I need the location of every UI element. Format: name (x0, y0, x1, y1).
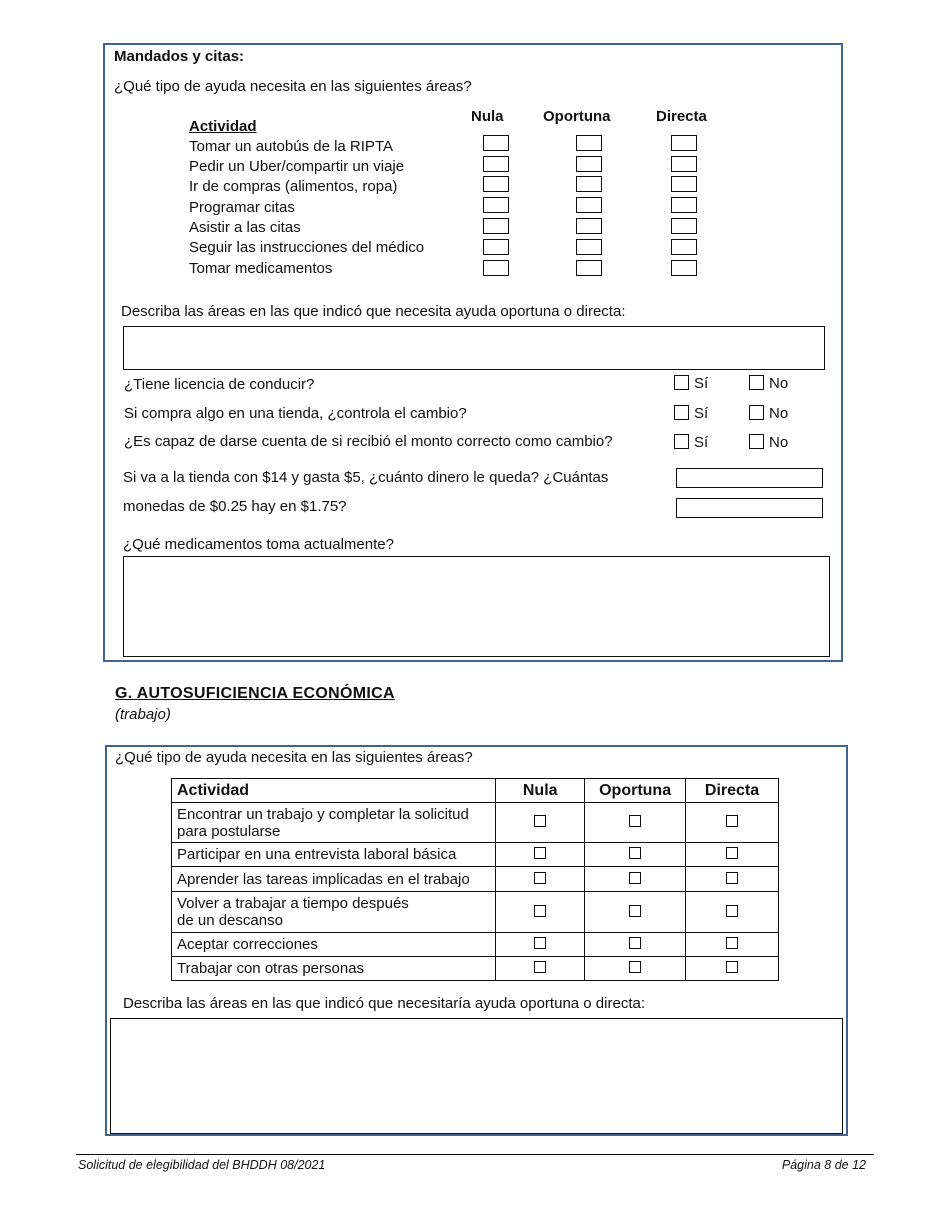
work-activity-line1: Trabajar con otras personas (177, 960, 365, 977)
no-checkbox[interactable] (749, 405, 764, 420)
errand-occasional-checkbox[interactable] (576, 218, 602, 234)
errand-activity-label: Tomar medicamentos (189, 260, 333, 277)
work-none-checkbox[interactable] (534, 937, 546, 949)
errand-occasional-checkbox[interactable] (576, 176, 602, 192)
work-none-checkbox[interactable] (534, 847, 546, 859)
errand-none-checkbox[interactable] (483, 156, 509, 172)
work-occasional-checkbox[interactable] (629, 961, 641, 973)
section-g-title: G. AUTOSUFICIENCIA ECONÓMICA (115, 685, 395, 702)
errand-activity-label: Ir de compras (alimentos, ropa) (189, 178, 398, 195)
work-none-checkbox[interactable] (534, 815, 546, 827)
errand-activity-label: Tomar un autobús de la RIPTA (189, 138, 393, 155)
work-occasional-cell (585, 867, 686, 892)
errands-col-none: Nula (471, 108, 504, 125)
errand-direct-checkbox[interactable] (671, 260, 697, 276)
errand-direct-checkbox[interactable] (671, 197, 697, 213)
work-direct-checkbox[interactable] (726, 937, 738, 949)
footer-right: Página 8 de 12 (781, 1158, 866, 1172)
yes-option[interactable] (674, 375, 708, 392)
work-occasional-cell (585, 803, 686, 843)
section-g-question: ¿Qué tipo de ayuda necesita en las siguientes áreas? (115, 749, 473, 766)
money-question-line2: monedas de $0.25 hay en $1.75? (123, 498, 347, 515)
work-activity-table (171, 778, 779, 981)
work-none-checkbox[interactable] (534, 872, 546, 884)
work-activity-line1: Aprender las tareas implicadas en el trabajo (177, 870, 470, 888)
work-direct-checkbox[interactable] (726, 905, 738, 917)
work-direct-cell (686, 957, 779, 981)
work-none-cell (496, 803, 585, 843)
no-checkbox[interactable] (749, 375, 764, 390)
errand-activity-label: Programar citas (189, 199, 295, 216)
work-table-row (172, 867, 779, 892)
work-direct-checkbox[interactable] (726, 815, 738, 827)
work-occasional-checkbox[interactable] (629, 872, 641, 884)
work-direct-checkbox[interactable] (726, 872, 738, 884)
work-direct-cell (686, 867, 779, 892)
work-activity-cell (172, 957, 496, 981)
yes-checkbox[interactable] (674, 405, 689, 420)
errands-question: ¿Qué tipo de ayuda necesita en las siguientes áreas? (114, 78, 472, 95)
no-label: No (769, 434, 789, 451)
work-table-row (172, 843, 779, 867)
work-activity-line1: Participar en una entrevista laboral básica (177, 846, 457, 863)
errand-direct-checkbox[interactable] (671, 156, 697, 172)
work-occasional-checkbox[interactable] (629, 937, 641, 949)
work-col-activity: Actividad (172, 779, 496, 803)
yes-checkbox[interactable] (674, 434, 689, 449)
errand-activity-label: Seguir las instrucciones del médico (189, 239, 425, 256)
work-none-cell (496, 843, 585, 867)
work-activity-line1: Encontrar un trabajo y completar la solicitud (177, 805, 469, 823)
work-direct-cell (686, 933, 779, 957)
footer-left: Solicitud de elegibilidad del BHDDH 08/2021 (78, 1158, 326, 1172)
yes-option[interactable] (674, 405, 708, 422)
errand-none-checkbox[interactable] (483, 260, 509, 276)
medications-question: ¿Qué medicamentos toma actualmente? (123, 536, 394, 553)
no-label: No (769, 405, 789, 422)
errands-describe-field[interactable] (123, 326, 825, 370)
work-none-cell (496, 867, 585, 892)
yes-no-question: Si compra algo en una tienda, ¿controla el cambio? (124, 405, 467, 422)
work-occasional-cell (585, 892, 686, 933)
no-label: No (769, 375, 789, 392)
work-occasional-cell (585, 933, 686, 957)
work-occasional-checkbox[interactable] (629, 847, 641, 859)
yes-label: Sí (694, 405, 709, 422)
errands-col-direct: Directa (656, 108, 707, 125)
errand-none-checkbox[interactable] (483, 239, 509, 255)
errand-none-checkbox[interactable] (483, 218, 509, 234)
work-occasional-checkbox[interactable] (629, 905, 641, 917)
yes-option[interactable] (674, 434, 708, 451)
work-table-row (172, 803, 779, 843)
no-option[interactable] (749, 434, 788, 451)
errand-activity-label: Asistir a las citas (189, 219, 301, 236)
errands-describe-prompt: Describa las áreas en las que indicó que necesita ayuda oportuna o directa: (121, 303, 626, 320)
work-occasional-cell (585, 843, 686, 867)
work-none-cell (496, 957, 585, 981)
work-table-row (172, 892, 779, 933)
work-none-cell (496, 933, 585, 957)
money-question-line1: Si va a la tienda con $14 y gasta $5, ¿cuánto dinero le queda? ¿Cuántas (123, 469, 609, 486)
money-answer-field-2[interactable] (676, 498, 823, 518)
work-activity-cell (172, 892, 496, 933)
work-activity-line2: para postularse (177, 822, 281, 840)
work-col-direct: Directa (686, 779, 779, 803)
work-activity-cell (172, 803, 496, 843)
work-direct-cell (686, 803, 779, 843)
work-activity-line1: Aceptar correcciones (177, 936, 318, 953)
errand-none-checkbox[interactable] (483, 197, 509, 213)
work-direct-cell (686, 892, 779, 933)
medications-field[interactable] (123, 556, 830, 657)
work-direct-cell (686, 843, 779, 867)
no-option[interactable] (749, 375, 788, 392)
errands-col-activity: Actividad (189, 118, 257, 135)
yes-no-question: ¿Es capaz de darse cuenta de si recibió el monto correcto como cambio? (124, 433, 613, 450)
work-table-row (172, 933, 779, 957)
errand-occasional-checkbox[interactable] (576, 239, 602, 255)
work-col-occasional: Oportuna (585, 779, 686, 803)
errand-direct-checkbox[interactable] (671, 239, 697, 255)
work-occasional-checkbox[interactable] (629, 815, 641, 827)
errand-none-checkbox[interactable] (483, 176, 509, 192)
section-g-describe-prompt: Describa las áreas en las que indicó que necesitaría ayuda oportuna o directa: (123, 995, 645, 1012)
section-g-subtitle: (trabajo) (115, 706, 171, 723)
errands-heading: Mandados y citas: (114, 48, 245, 65)
work-occasional-cell (585, 957, 686, 981)
work-activity-cell (172, 843, 496, 867)
no-option[interactable] (749, 405, 788, 422)
money-answer-field-1[interactable] (676, 468, 823, 488)
work-none-checkbox[interactable] (534, 961, 546, 973)
work-table-row (172, 957, 779, 981)
errand-activity-label: Pedir un Uber/compartir un viaje (189, 158, 405, 175)
yes-no-question: ¿Tiene licencia de conducir? (124, 376, 315, 393)
work-direct-checkbox[interactable] (726, 961, 738, 973)
errand-occasional-checkbox[interactable] (576, 197, 602, 213)
errands-col-occasional: Oportuna (543, 108, 611, 125)
work-col-none: Nula (496, 779, 585, 803)
footer-rule (76, 1154, 874, 1155)
errand-direct-checkbox[interactable] (671, 176, 697, 192)
work-activity-line1: Volver a trabajar a tiempo después (177, 895, 409, 912)
section-g-describe-field[interactable] (110, 1018, 843, 1134)
work-activity-line2: de un descanso (177, 912, 283, 929)
errand-occasional-checkbox[interactable] (576, 260, 602, 276)
yes-checkbox[interactable] (674, 375, 689, 390)
errand-direct-checkbox[interactable] (671, 218, 697, 234)
work-activity-cell (172, 867, 496, 892)
yes-label: Sí (694, 434, 709, 451)
work-direct-checkbox[interactable] (726, 847, 738, 859)
errand-direct-checkbox[interactable] (671, 135, 697, 151)
no-checkbox[interactable] (749, 434, 764, 449)
work-activity-cell (172, 933, 496, 957)
yes-label: Sí (694, 375, 709, 392)
errand-occasional-checkbox[interactable] (576, 135, 602, 151)
work-none-cell (496, 892, 585, 933)
work-none-checkbox[interactable] (534, 905, 546, 917)
errand-none-checkbox[interactable] (483, 135, 509, 151)
errand-occasional-checkbox[interactable] (576, 156, 602, 172)
